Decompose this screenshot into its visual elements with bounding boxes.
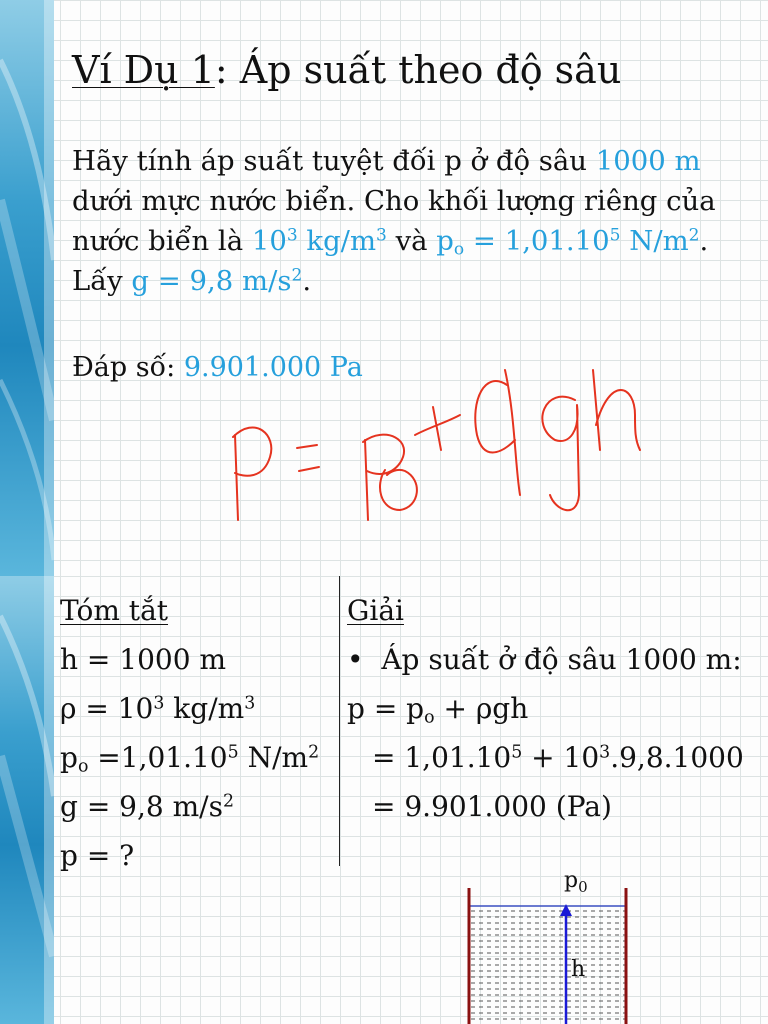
answer-value: 9.901.000 Pa <box>183 352 363 383</box>
solution-formula: $p = p_o + \rho gh$ <box>347 692 529 728</box>
solution-column <box>347 586 744 831</box>
problem-text: . Lấy <box>72 225 709 297</box>
column-divider <box>339 576 340 866</box>
gravity-value: g = 9,8 $m/s^2$ <box>131 265 303 297</box>
summary-column <box>60 586 319 880</box>
water-container-diagram <box>455 866 655 1024</box>
depth-label: h <box>571 957 586 982</box>
handwritten-formula-annotation <box>215 345 655 535</box>
solution-heading: Giải <box>347 594 404 627</box>
band-wave-pattern <box>0 576 54 1024</box>
water-body <box>470 906 625 1024</box>
side-decoration-band <box>0 0 54 576</box>
problem-text: . <box>302 265 312 297</box>
given-gravity: g = 9,8 $m/s^2$ <box>60 790 235 823</box>
page-title <box>72 48 621 92</box>
bullet-icon: • <box>347 643 364 676</box>
depth-value: 1000 m <box>595 145 701 177</box>
given-density: $\rho = 10^3$ $kg/m^3$ <box>60 692 256 725</box>
surface-pressure-label: $p_0$ <box>564 868 588 896</box>
side-decoration-band <box>0 576 54 1024</box>
given-depth: h = 1000 m <box>60 643 227 676</box>
summary-heading: Tóm tắt <box>60 594 169 627</box>
unknown-pressure: p = ? <box>60 839 135 872</box>
solution-substitution: = $1,01.10^5 + 10^3.9,8.1000$ <box>372 741 744 774</box>
title-prefix: Ví Dụ 1 <box>72 48 215 92</box>
surface-pressure-value: $p_o = 1,01.10^5$ $N/m^2$ <box>436 225 700 260</box>
problem-statement <box>72 141 744 301</box>
density-value: $10^3$ $kg/m^3$ <box>251 225 387 257</box>
given-surface-pressure: $p_o =1,01.10^5$ $N/m^2$ <box>60 741 320 777</box>
slide-solution <box>0 576 768 1024</box>
answer-label: Đáp số: <box>72 352 184 383</box>
problem-text: và <box>386 225 437 257</box>
band-wave-pattern <box>0 0 54 576</box>
problem-text: dưới mực nước biển. Cho khối lượng riêng của nước biển là <box>72 185 716 257</box>
solution-step-1: • Áp suất ở độ sâu 1000 m: <box>347 643 742 676</box>
title-suffix: : Áp suất theo độ sâu <box>214 48 622 92</box>
solution-result: = 9.901.000 (Pa) <box>372 790 612 823</box>
problem-text: Hãy tính áp suất tuyệt đối p ở độ sâu <box>72 145 596 177</box>
